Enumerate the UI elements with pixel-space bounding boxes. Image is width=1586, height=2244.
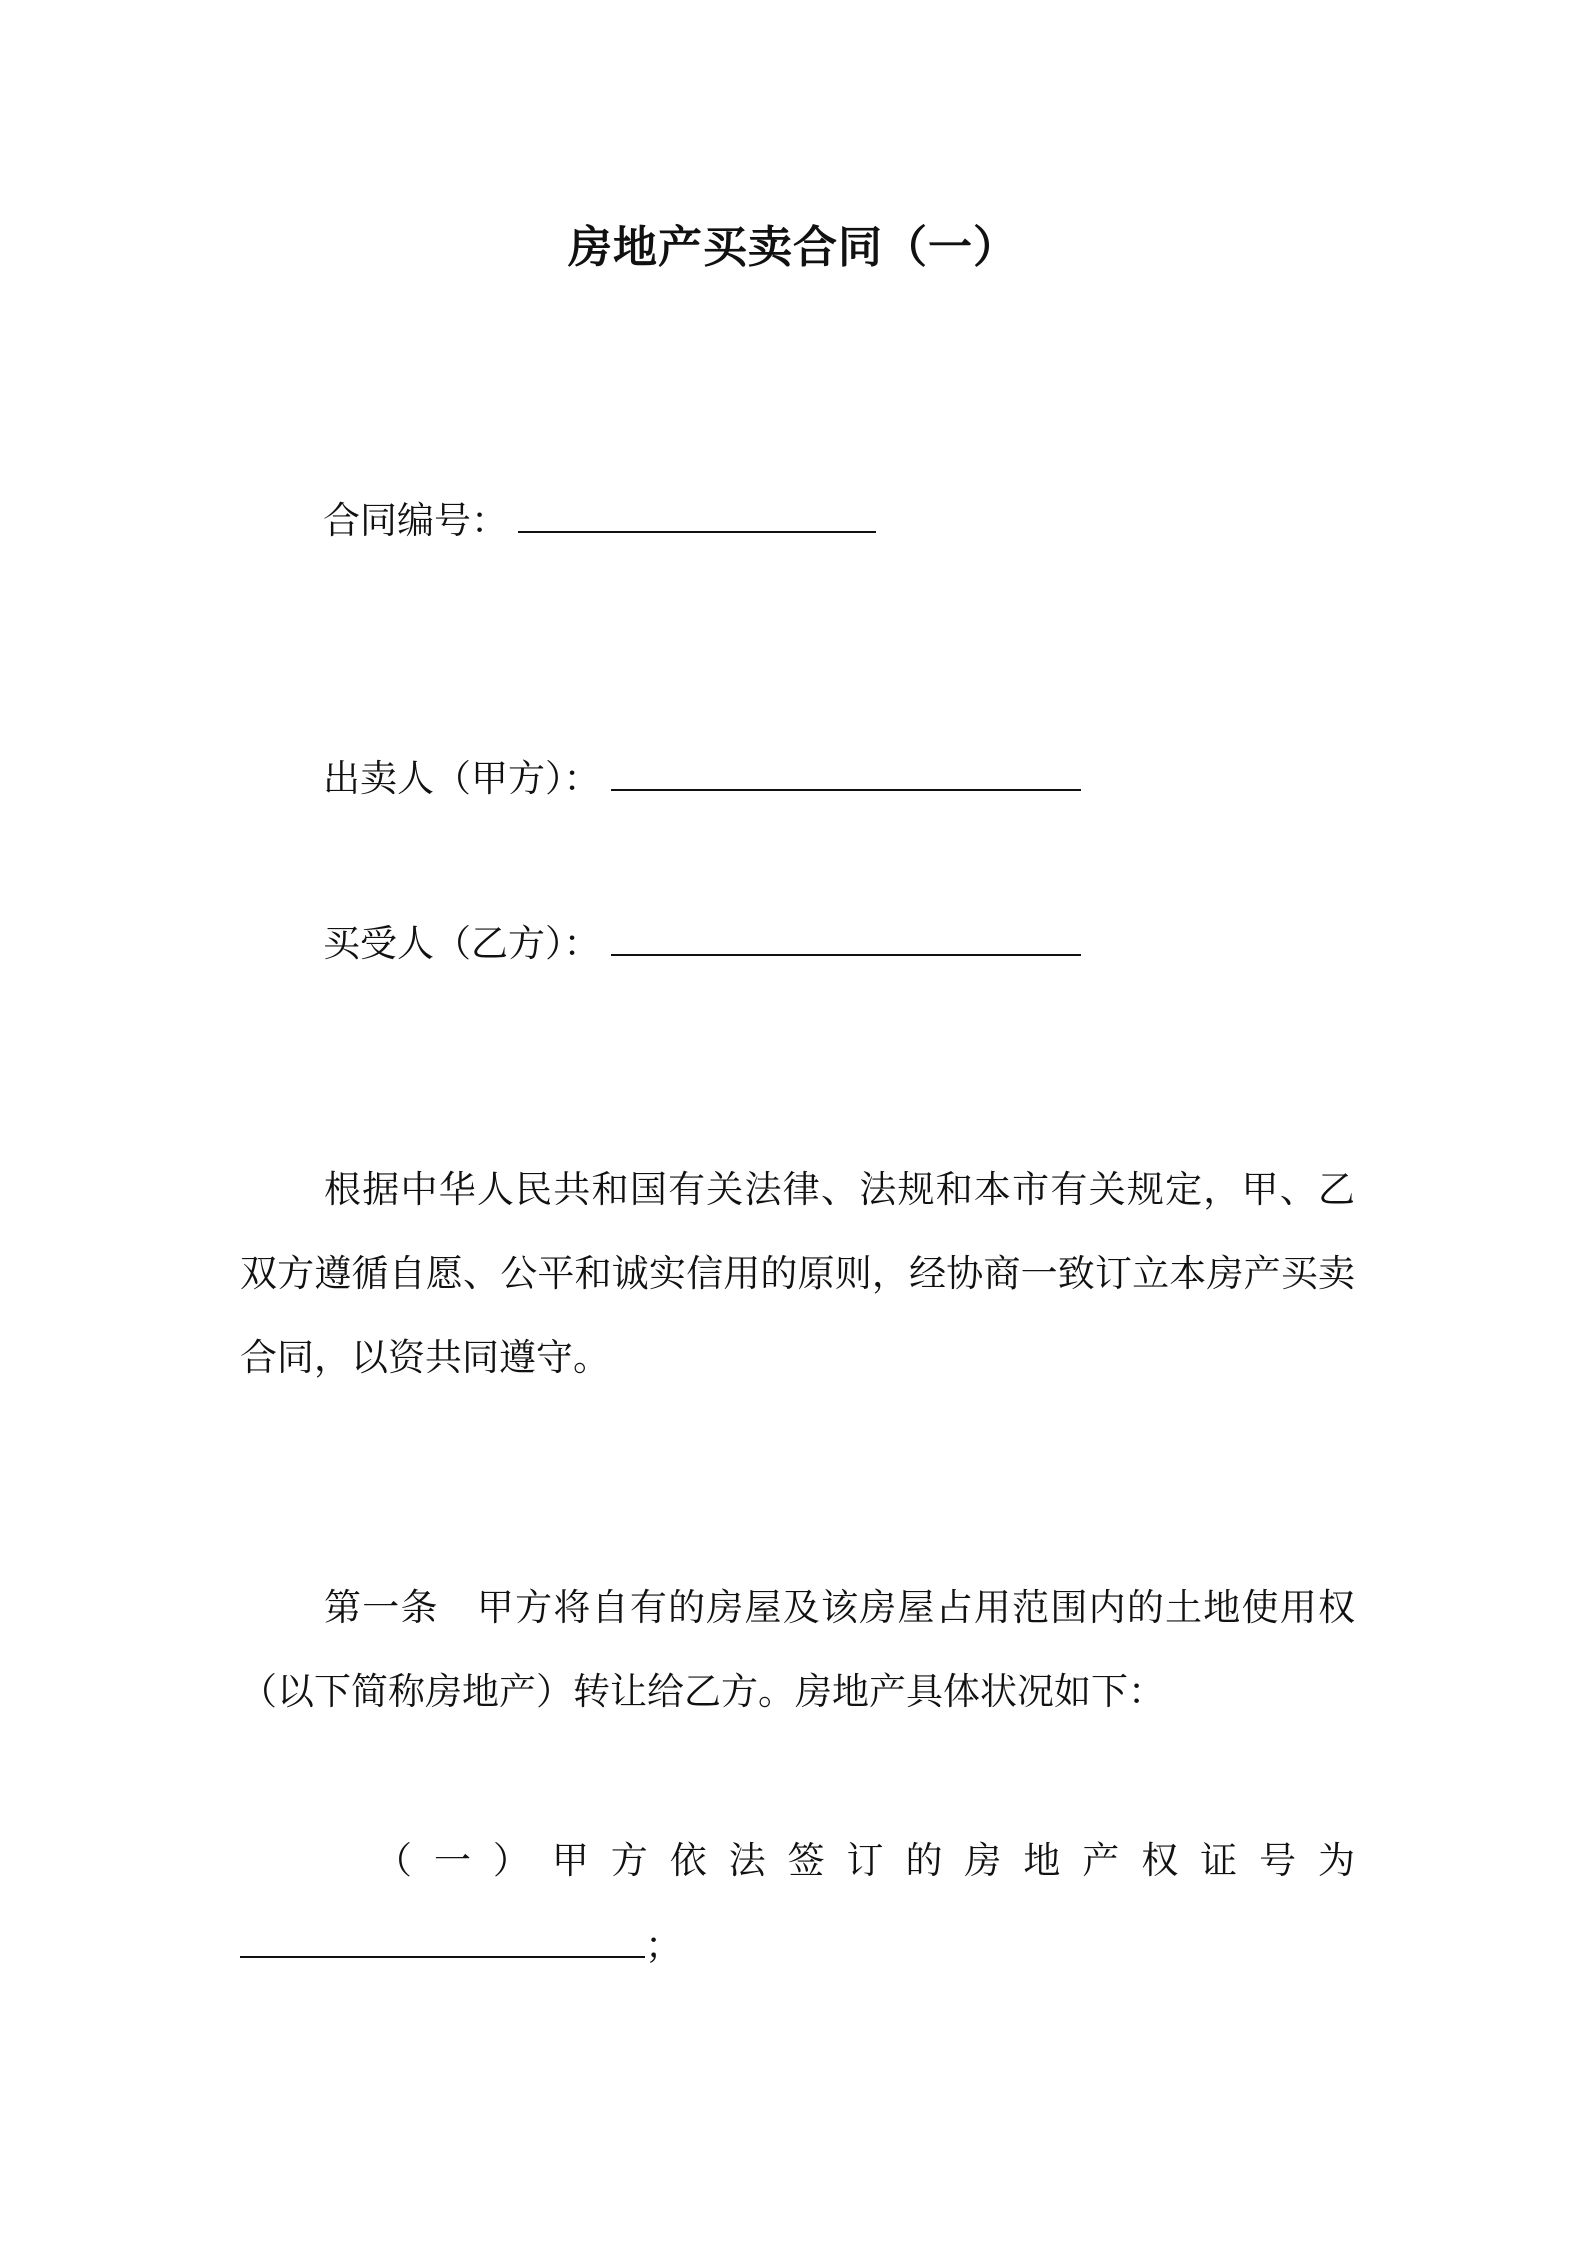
item-1-char: 证 [1200, 1839, 1238, 1882]
item-1-char: 甲 [551, 1839, 589, 1882]
item-1-char: 签 [787, 1839, 825, 1882]
item-1-char: 为 [1318, 1839, 1355, 1882]
article-1-paragraph: 第一条 甲方将自有的房屋及该房屋占用范围内的土地使用权（以下简称房地产）转让给乙方。房地产具体状况如下： [240, 1586, 1355, 1713]
seller-blank[interactable] [611, 759, 1081, 791]
buyer-blank[interactable] [611, 924, 1081, 956]
certificate-number-blank[interactable] [240, 1926, 645, 1958]
item-1-char: 权 [1141, 1839, 1179, 1882]
item-1-char: 房 [964, 1839, 1002, 1882]
seller-label: 出卖人（甲方）： [323, 757, 601, 800]
article-1-item-1 [375, 1835, 1355, 1887]
item-1-char: 依 [669, 1839, 707, 1882]
item-1-char: 法 [728, 1839, 766, 1882]
item-1-char: 订 [846, 1839, 884, 1882]
contract-number-label: 合同编号： [323, 499, 508, 542]
item-1-char: 一 [433, 1839, 471, 1882]
contract-number-blank[interactable] [518, 501, 876, 533]
item-1-char: 产 [1082, 1839, 1120, 1882]
item-1-char: 地 [1023, 1839, 1061, 1882]
document-title: 房地产买卖合同（一） [568, 222, 1018, 273]
seller-line [323, 753, 1081, 805]
buyer-line [323, 918, 1081, 970]
item-1-char: 的 [905, 1839, 943, 1882]
preamble-paragraph: 根据中华人民共和国有关法律、法规和本市有关规定，甲、乙双方遵循自愿、公平和诚实信用的原则，经协商一致订立本房产买卖合同，以资共同遵守。 [240, 1168, 1355, 1379]
certificate-number-line [240, 1920, 682, 1972]
item-1-char: 号 [1259, 1839, 1297, 1882]
item-1-char: 方 [610, 1839, 648, 1882]
contract-number-line [323, 495, 876, 547]
buyer-label: 买受人（乙方）： [323, 922, 601, 965]
item-1-char: ） [492, 1839, 530, 1882]
item-1-end: ； [645, 1924, 682, 1967]
item-1-char: （ [375, 1839, 412, 1882]
